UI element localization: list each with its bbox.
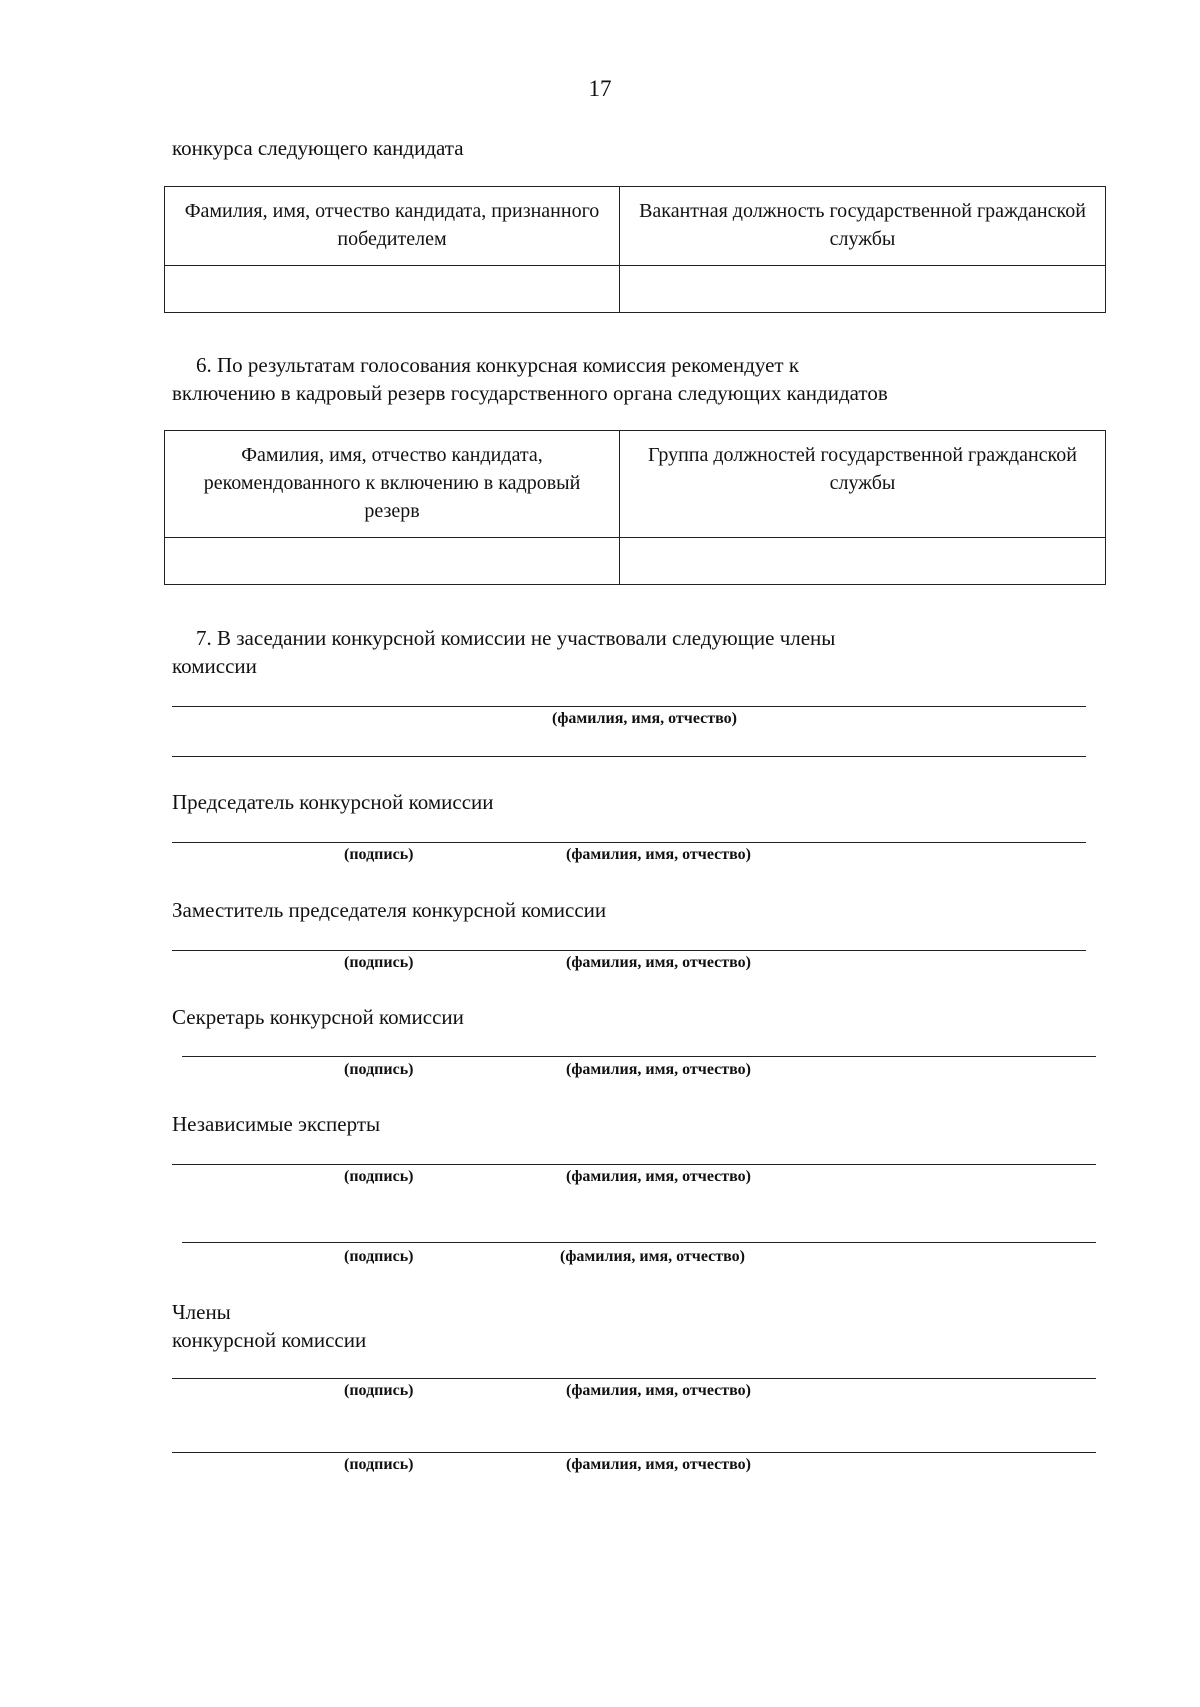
expert-1-signature-line[interactable] (172, 1164, 1096, 1165)
deputy-fio-caption: (фамилия, имя, отчество) (566, 954, 751, 971)
deputy-label: Заместитель председателя конкурсной комиссии (172, 898, 607, 922)
section-6-line-1: 6. По результатам голосования конкурсная комиссия рекомендует к (196, 353, 800, 377)
absent-members-line-1[interactable] (172, 706, 1086, 707)
winner-cell-position[interactable] (620, 266, 1106, 313)
chairman-signature-line[interactable] (172, 842, 1086, 843)
member-1-signature-line[interactable] (172, 1378, 1096, 1379)
section-7-line-2: комиссии (172, 654, 257, 678)
member-1-signature-caption: (подпись) (344, 1382, 414, 1399)
members-label-line-2: конкурсной комиссии (172, 1328, 367, 1352)
section-6-text (172, 351, 888, 407)
secretary-signature-caption: (подпись) (344, 1061, 414, 1078)
reserve-col2-header: Группа должностей государственной гражданской службы (620, 431, 1106, 538)
deputy-signature-line[interactable] (172, 950, 1086, 951)
secretary-label: Секретарь конкурсной комиссии (172, 1005, 464, 1029)
page-number: 17 (588, 76, 612, 101)
winner-cell-name[interactable] (165, 266, 620, 313)
absent-members-fio-caption: (фамилия, имя, отчество) (552, 710, 737, 727)
members-label (172, 1298, 366, 1354)
secretary-fio-caption: (фамилия, имя, отчество) (566, 1061, 751, 1078)
deputy-signature-caption: (подпись) (344, 954, 414, 971)
chairman-label: Председатель конкурсной комиссии (172, 790, 494, 814)
chairman-signature-caption: (подпись) (344, 846, 414, 863)
section-7-text (172, 624, 835, 680)
absent-members-line-2[interactable] (172, 756, 1086, 757)
members-label-line-1: Члены (172, 1300, 231, 1324)
expert-1-signature-caption: (подпись) (344, 1168, 414, 1185)
member-2-signature-caption: (подпись) (344, 1456, 414, 1473)
expert-2-signature-caption: (подпись) (344, 1248, 414, 1265)
winner-table (164, 186, 1106, 313)
reserve-cell-group[interactable] (620, 538, 1106, 585)
section-6-line-2: включению в кадровый резерв государственного органа следующих кандидатов (172, 381, 888, 405)
member-2-fio-caption: (фамилия, имя, отчество) (566, 1456, 751, 1473)
chairman-fio-caption: (фамилия, имя, отчество) (566, 846, 751, 863)
expert-2-fio-caption: (фамилия, имя, отчество) (560, 1248, 745, 1265)
secretary-signature-line[interactable] (182, 1056, 1096, 1057)
continuation-text: конкурса следующего кандидата (172, 136, 464, 160)
member-1-fio-caption: (фамилия, имя, отчество) (566, 1382, 751, 1399)
reserve-table (164, 430, 1106, 585)
reserve-table-header (165, 431, 1106, 538)
experts-label: Независимые эксперты (172, 1112, 381, 1136)
section-7-line-1: 7. В заседании конкурсной комиссии не участвовали следующие члены (196, 626, 836, 650)
winner-table-header (165, 187, 1106, 266)
reserve-table-row (165, 538, 1106, 585)
winner-col1-header: Фамилия, имя, отчество кандидата, признанного победителем (165, 187, 620, 266)
expert-2-signature-line[interactable] (182, 1242, 1096, 1243)
winner-col2-header: Вакантная должность государственной гражданской службы (620, 187, 1106, 266)
expert-1-fio-caption: (фамилия, имя, отчество) (566, 1168, 751, 1185)
winner-table-row (165, 266, 1106, 313)
member-2-signature-line[interactable] (172, 1452, 1096, 1453)
reserve-col1-header: Фамилия, имя, отчество кандидата, рекомендованного к включению в кадровый резерв (165, 431, 620, 538)
reserve-cell-name[interactable] (165, 538, 620, 585)
